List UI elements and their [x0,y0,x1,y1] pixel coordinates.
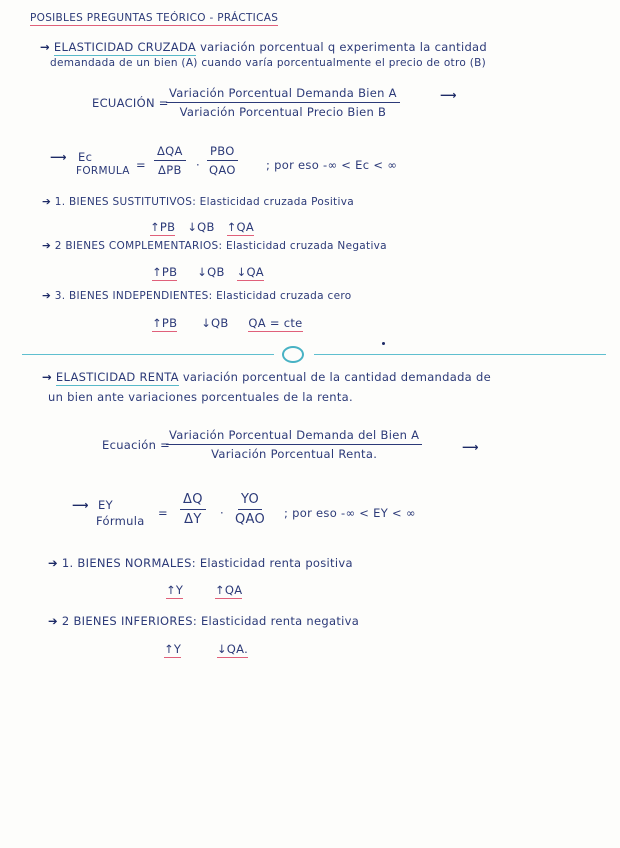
effect-item: ↑Y [166,583,184,597]
effect-item: ↑PB [152,265,178,279]
effect-item: QA = cte [248,316,303,330]
renta-equation-label: Ecuación = [102,438,171,452]
ink-dot [382,342,385,345]
equals-sign: = [158,506,168,520]
case-description: : Elasticidad cruzada cero [208,290,352,302]
cruzada-price-fraction [206,144,239,177]
case-label: 1. BIENES SUSTITUTIVOS [54,196,193,208]
equals-sign: = [136,158,146,172]
renta-delta-denominator: ΔY [184,512,202,527]
case-label: 2 BIENES COMPLEMENTARIOS [54,240,219,252]
cruzada-case-1 [42,196,354,208]
cruzada-delta-denominator: ΔPB [158,163,182,177]
cruzada-heading: ELASTICIDAD CRUZADA [53,40,197,54]
renta-delta-numerator: ΔQ [180,492,206,510]
renta-income-fraction [232,492,268,527]
renta-heading-line [42,370,491,384]
cruzada-price-numerator: PBO [207,144,238,161]
arrow-right-icon: ➔ [42,196,52,208]
renta-case-1-effects [166,583,242,597]
cruzada-ec-label: Ec [78,150,93,164]
renta-equation-denominator: Variación Porcentual Renta. [211,447,378,461]
cruzada-delta-numerator: ΔQA [154,144,186,161]
arrow-right-icon: ➔ [48,556,58,570]
case-description: : Elasticidad cruzada Negativa [218,240,387,252]
arrow-right-icon: → [40,40,50,54]
effect-item: ↑PB [150,220,176,234]
renta-definition-2: un bien ante variaciones porcentuales de la renta. [48,390,353,404]
cruzada-equation-numerator: Variación Porcentual Demanda Bien A [166,86,400,103]
effect-item: ↓QA [236,265,264,279]
arrow-right-icon: ➔ [48,614,58,628]
case-description: : Elasticidad renta negativa [192,614,360,628]
case-label: 2 BIENES INFERIORES [61,614,193,628]
renta-range: ; por eso -∞ < EY < ∞ [284,506,416,520]
title-text: POSIBLES PREGUNTAS TEÓRICO - PRÁCTICAS [30,12,279,24]
arrow-right-icon: ➔ [42,240,52,252]
renta-equation-numerator: Variación Porcentual Demanda del Bien A [166,428,422,445]
renta-definition-1: variación porcentual de la cantidad demandada de [182,370,491,384]
case-label: 3. BIENES INDEPENDIENTES [54,290,209,302]
renta-delta-fraction [180,492,206,527]
arrow-right-icon: ⟶ [50,150,67,164]
cruzada-heading-line [40,40,487,54]
renta-case-2-effects [164,642,248,656]
divider-circle-icon [282,346,304,363]
cruzada-case-2-effects [152,265,264,279]
page-title [30,12,278,24]
cruzada-definition-2: demandada de un bien (A) cuando varía porcentualmente el precio de otro (B) [50,57,487,69]
cruzada-case-1-effects [150,220,254,234]
renta-ey-label: EY [98,498,113,512]
cruzada-definition-1: variación porcentual q experimenta la cantidad [200,40,487,54]
effect-item: ↓QB [201,316,229,330]
arrow-right-icon: ⟶ [72,498,89,512]
case-description: : Elasticidad cruzada Positiva [192,196,354,208]
cruzada-delta-fraction [154,144,186,177]
arrow-right-icon: ➔ [42,290,52,302]
renta-case-2 [48,614,359,628]
renta-heading: ELASTICIDAD RENTA [55,370,179,384]
multiply-sign: · [220,506,224,520]
section-divider-right [314,354,606,355]
section-divider-left [22,354,274,355]
renta-formula-label: Fórmula [96,514,145,528]
effect-item: ↑Y [164,642,182,656]
cruzada-case-3 [42,290,351,302]
effect-item: ↓QB [187,220,215,234]
case-description: : Elasticidad renta positiva [191,556,353,570]
cruzada-formula-label: FORMULA [76,165,130,177]
cruzada-equation-fraction [166,86,400,119]
effect-item: ↑PB [152,316,178,330]
cruzada-price-denominator: QAO [209,163,236,177]
renta-income-denominator: QAO [235,512,266,527]
effect-item: ↑QA [226,220,255,234]
arrow-right-icon: ⟶ [462,440,479,454]
effect-item: ↓QA. [216,642,249,656]
arrow-right-icon: ⟶ [440,88,457,102]
case-label: 1. BIENES NORMALES [61,556,192,570]
cruzada-case-3-effects [152,316,303,330]
multiply-sign: · [196,158,200,172]
renta-case-1 [48,556,353,570]
cruzada-equation-denominator: Variación Porcentual Precio Bien B [179,105,387,119]
arrow-right-icon: → [42,370,52,384]
effect-item: ↓QB [197,265,225,279]
cruzada-equation-label: ECUACIÓN = [92,96,169,110]
cruzada-range: ; por eso -∞ < Ec < ∞ [266,158,398,172]
renta-equation-fraction [166,428,422,461]
cruzada-case-2 [42,240,387,252]
effect-item: ↑QA [214,583,243,597]
renta-income-numerator: YO [238,492,262,510]
